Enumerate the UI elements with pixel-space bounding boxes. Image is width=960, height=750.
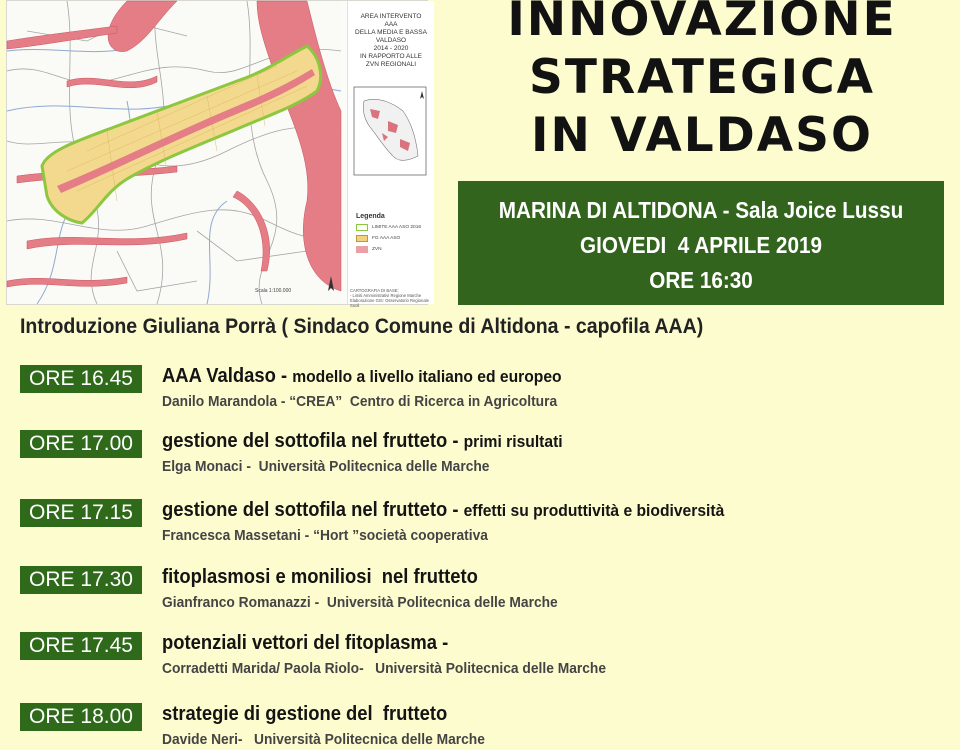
legend-label: LIMITE AAA ASO 2016	[372, 225, 422, 230]
credit-line: - Limiti Amministrativi Regione Marche	[350, 293, 422, 298]
headline-line: STRATEGICA	[529, 50, 875, 105]
session-title-main: potenziali vettori del fitoplasma -	[162, 632, 449, 654]
map-credits	[350, 288, 434, 308]
map-title-line: VALDASO	[375, 37, 407, 44]
map-title-line: AAA	[384, 21, 398, 28]
session-title-sub: modello a livello italiano ed europeo	[292, 367, 562, 386]
time-badge: ORE 17.15	[20, 499, 142, 527]
time-badge: ORE 17.45	[20, 632, 142, 660]
map-title-line: 2014 - 2020	[373, 45, 409, 52]
time-badge: ORE 17.30	[20, 566, 142, 594]
session-title-main: fitoplasmosi e moniliosi nel frutteto	[162, 566, 478, 588]
legend-label: FG AAA ASO	[372, 236, 401, 241]
session-title-main: AAA Valdaso -	[162, 365, 293, 387]
map-title	[348, 13, 434, 69]
session-title	[162, 632, 448, 655]
time-badge: ORE 17.00	[20, 430, 142, 458]
legend-swatch	[356, 235, 368, 242]
session-speaker: Danilo Marandola - “CREA” Centro di Ricerca in Agricoltura	[162, 393, 558, 410]
time-badge: ORE 18.00	[20, 703, 142, 731]
event-info-box	[458, 181, 944, 305]
session-title-main: gestione del sottofila nel frutteto -	[162, 499, 464, 521]
map-scale: Scala 1:100.000	[255, 288, 292, 294]
credit-line: CARTOGRAFIA DI BASE:	[350, 288, 399, 293]
session-speaker: Gianfranco Romanazzi - Università Politecnica delle Marche	[162, 594, 558, 611]
introduction-line: Introduzione Giuliana Porrà ( Sindaco Comune di Altidona - capofila AAA)	[20, 315, 704, 338]
event-date: GIOVEDI 4 APRILE 2019	[580, 232, 822, 258]
credit-line: Elaborazione GIS: Osservatorio Regionale Suoli	[350, 298, 429, 308]
map-legend	[356, 213, 434, 257]
session-speaker: Davide Neri- Università Politecnica delle Marche	[162, 731, 485, 748]
session-title-sub: effetti su produttività e biodiversità	[463, 501, 725, 520]
headline	[462, 0, 942, 165]
headline-line: INNOVAZIONE	[507, 0, 897, 47]
legend-heading: Legenda	[356, 213, 385, 220]
map-title-line: AREA INTERVENTO	[360, 13, 422, 20]
legend-item	[356, 224, 434, 231]
session-speaker: Francesca Massetani - “Hort ”società cooperativa	[162, 527, 488, 544]
time-badge: ORE 16.45	[20, 365, 142, 393]
legend-label: ZVN	[372, 247, 382, 252]
event-time: ORE 16:30	[649, 267, 753, 293]
session-title-main: strategie di gestione del frutteto	[162, 703, 448, 725]
session-title	[162, 430, 563, 453]
map-title-line: IN RAPPORTO ALLE	[360, 53, 422, 60]
regional-inset-map	[348, 81, 434, 181]
legend-swatch	[356, 224, 368, 231]
map-title-line: ZVN REGIONALI	[365, 61, 417, 68]
map-title-line: DELLA MEDIA E BASSA	[355, 29, 427, 36]
session-title-main: gestione del sottofila nel frutteto -	[162, 430, 464, 452]
session-title	[162, 365, 562, 388]
session-speaker: Elga Monaci - Università Politecnica delle Marche	[162, 458, 490, 475]
session-title	[162, 566, 478, 589]
event-location: MARINA DI ALTIDONA - Sala Joice Lussu	[498, 197, 904, 223]
legend-swatch	[356, 246, 368, 253]
session-speaker: Corradetti Marida/ Paola Riolo- Università Politecnica delle Marche	[162, 660, 607, 677]
legend-item	[356, 246, 434, 253]
session-title	[162, 703, 447, 726]
area-map	[6, 0, 429, 308]
session-title-sub: primi risultati	[463, 432, 563, 451]
legend-item	[356, 235, 434, 242]
map-graphic	[7, 1, 341, 304]
headline-line: IN VALDASO	[531, 108, 873, 163]
map-legend-panel	[347, 1, 434, 308]
session-title	[162, 499, 724, 522]
